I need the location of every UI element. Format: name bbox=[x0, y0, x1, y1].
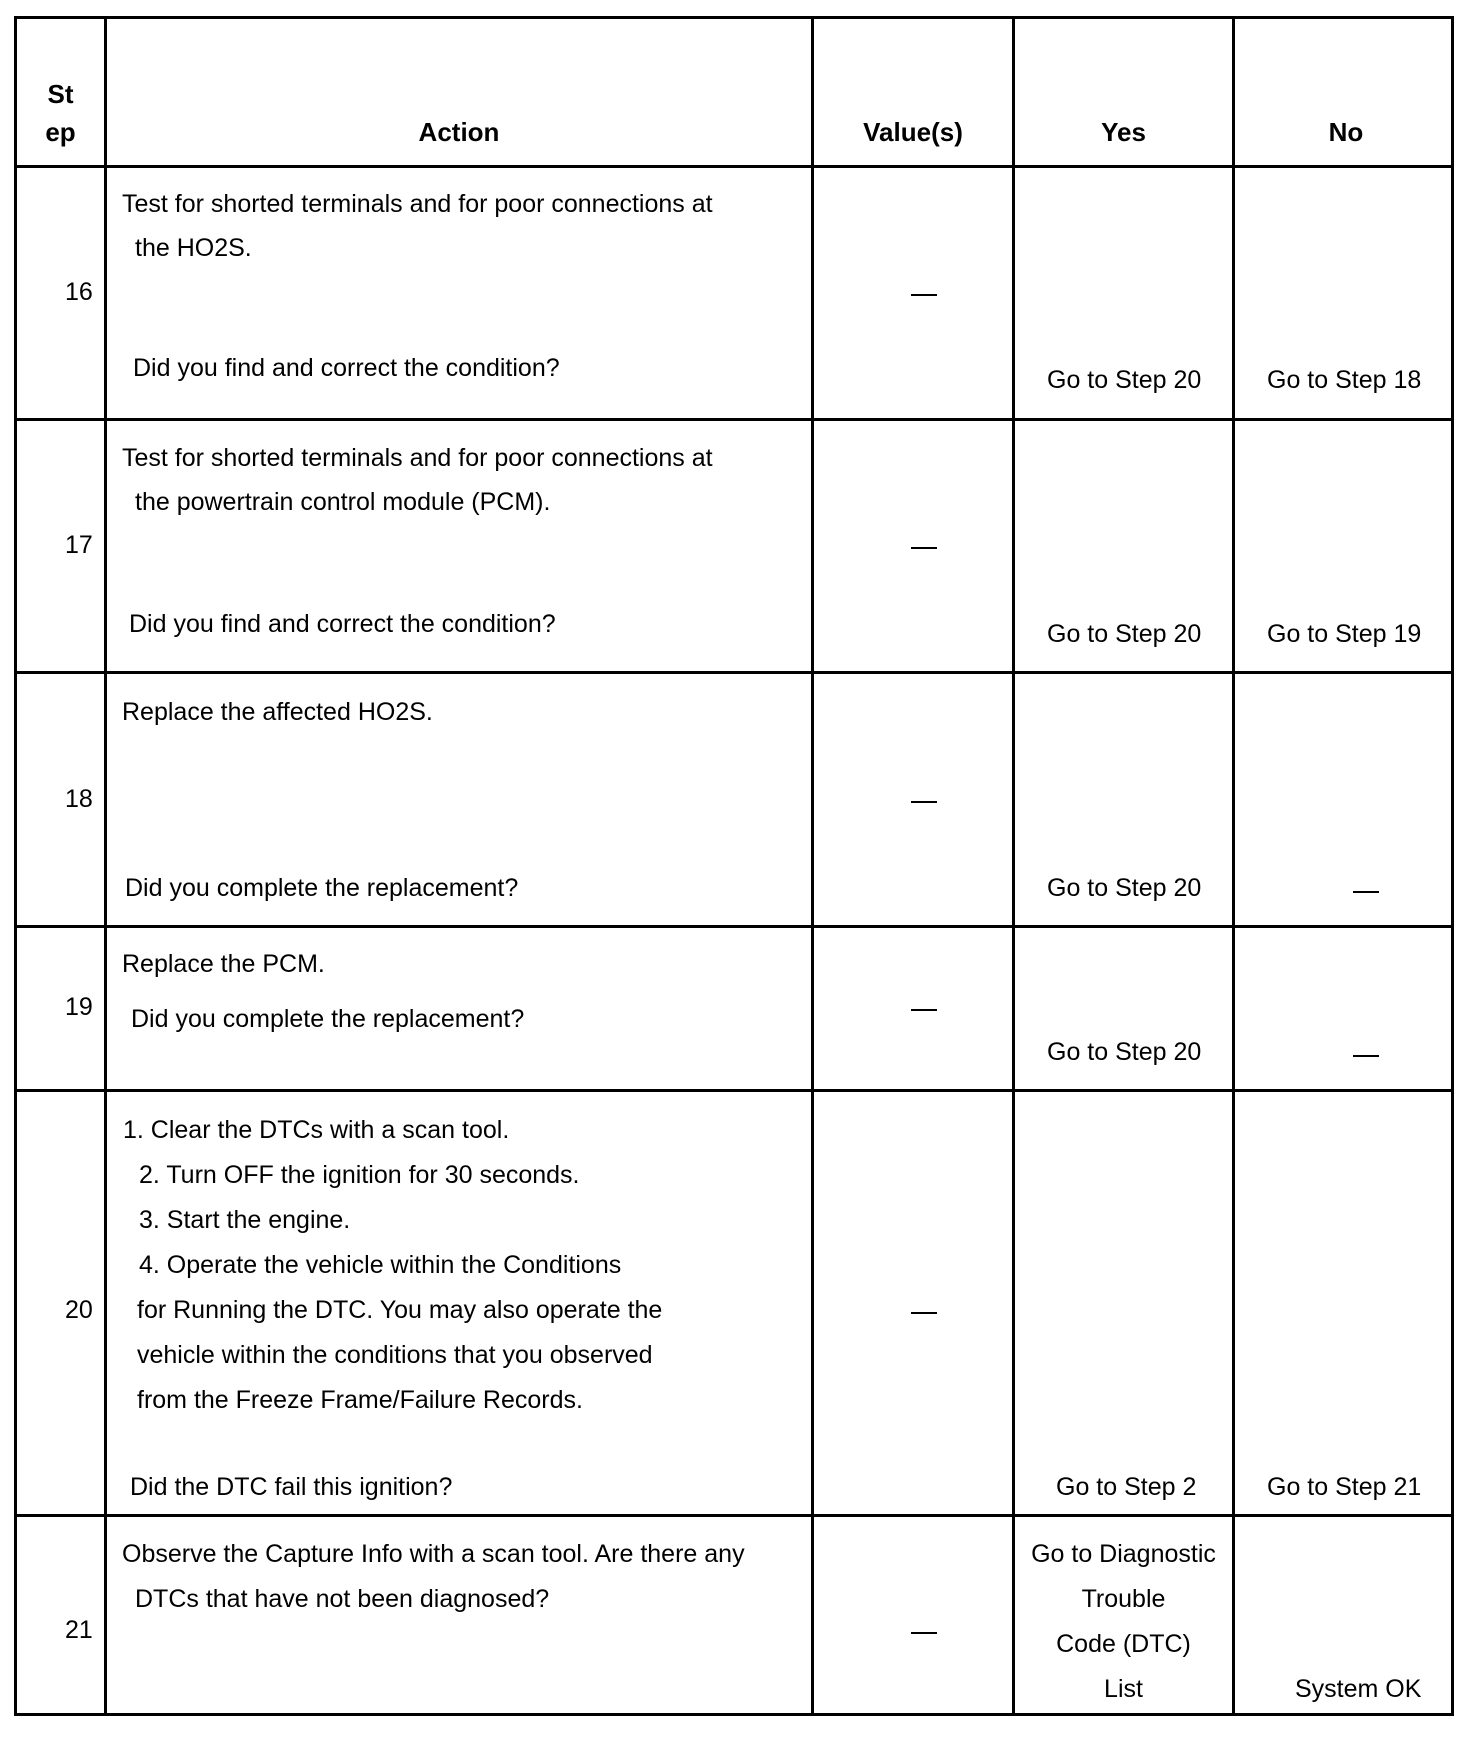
yes-result: Code (DTC) bbox=[1056, 1630, 1191, 1658]
action-list-item: 3. Start the engine. bbox=[139, 1206, 351, 1234]
action-question: Did you complete the replacement? bbox=[125, 874, 519, 902]
action-text: the HO2S. bbox=[135, 234, 252, 262]
row-divider bbox=[17, 671, 1451, 674]
action-question: Did you find and correct the condition? bbox=[133, 354, 560, 382]
yes-result: List bbox=[1104, 1675, 1143, 1703]
action-text: Test for shorted terminals and for poor connections at bbox=[122, 444, 713, 472]
header-yes: Yes bbox=[1101, 117, 1146, 147]
value-dash bbox=[911, 294, 937, 296]
action-text: Replace the PCM. bbox=[122, 950, 325, 978]
no-dash bbox=[1353, 1055, 1379, 1057]
action-text: Replace the affected HO2S. bbox=[122, 698, 433, 726]
row-divider bbox=[17, 925, 1451, 928]
column-divider bbox=[1012, 19, 1015, 1713]
step-number: 18 bbox=[65, 785, 93, 813]
action-text: vehicle within the conditions that you observed bbox=[137, 1341, 653, 1369]
action-question: Did you complete the replacement? bbox=[131, 1005, 525, 1033]
value-dash bbox=[911, 1009, 937, 1011]
column-divider bbox=[1232, 19, 1235, 1713]
no-result: System OK bbox=[1295, 1675, 1422, 1703]
no-result: Go to Step 19 bbox=[1267, 620, 1422, 648]
row-divider bbox=[17, 418, 1451, 421]
header-no: No bbox=[1328, 117, 1364, 147]
yes-result: Go to Diagnostic bbox=[1031, 1540, 1216, 1568]
value-dash bbox=[911, 801, 937, 803]
value-dash bbox=[911, 547, 937, 549]
no-result: Go to Step 18 bbox=[1267, 366, 1422, 394]
action-text: for Running the DTC. You may also operate the bbox=[137, 1296, 663, 1324]
header-action: Action bbox=[418, 117, 500, 147]
row-divider bbox=[17, 1514, 1451, 1517]
action-question: Did the DTC fail this ignition? bbox=[130, 1473, 453, 1501]
no-dash bbox=[1353, 891, 1379, 893]
no-result: Go to Step 21 bbox=[1267, 1473, 1422, 1501]
column-divider bbox=[811, 19, 814, 1713]
step-number: 20 bbox=[65, 1296, 93, 1324]
step-number: 19 bbox=[65, 993, 93, 1021]
step-number: 21 bbox=[65, 1616, 93, 1644]
action-list-item: 4. Operate the vehicle within the Conditions bbox=[139, 1251, 622, 1279]
row-divider bbox=[17, 165, 1451, 168]
header-values: Value(s) bbox=[863, 117, 963, 147]
value-dash bbox=[911, 1632, 937, 1634]
step-number: 16 bbox=[65, 278, 93, 306]
action-text: Test for shorted terminals and for poor connections at bbox=[122, 190, 713, 218]
step-number: 17 bbox=[65, 531, 93, 559]
action-text: Observe the Capture Info with a scan tool. Are there any bbox=[122, 1540, 745, 1568]
action-text: from the Freeze Frame/Failure Records. bbox=[137, 1386, 583, 1414]
action-question: Did you find and correct the condition? bbox=[129, 610, 556, 638]
action-text: the powertrain control module (PCM). bbox=[135, 488, 551, 516]
action-text: DTCs that have not been diagnosed? bbox=[135, 1585, 550, 1613]
yes-result: Go to Step 20 bbox=[1047, 620, 1202, 648]
column-divider bbox=[104, 19, 107, 1713]
row-divider bbox=[17, 1089, 1451, 1092]
value-dash bbox=[911, 1312, 937, 1314]
header-step: St ep bbox=[45, 79, 76, 147]
yes-result: Go to Step 20 bbox=[1047, 1038, 1202, 1066]
yes-result: Trouble bbox=[1081, 1585, 1166, 1613]
diagnostic-table bbox=[14, 16, 1454, 1716]
action-list-item: 2. Turn OFF the ignition for 30 seconds. bbox=[139, 1161, 580, 1189]
yes-result: Go to Step 2 bbox=[1056, 1473, 1197, 1501]
yes-result: Go to Step 20 bbox=[1047, 874, 1202, 902]
action-list-item: 1. Clear the DTCs with a scan tool. bbox=[123, 1116, 510, 1144]
yes-result: Go to Step 20 bbox=[1047, 366, 1202, 394]
